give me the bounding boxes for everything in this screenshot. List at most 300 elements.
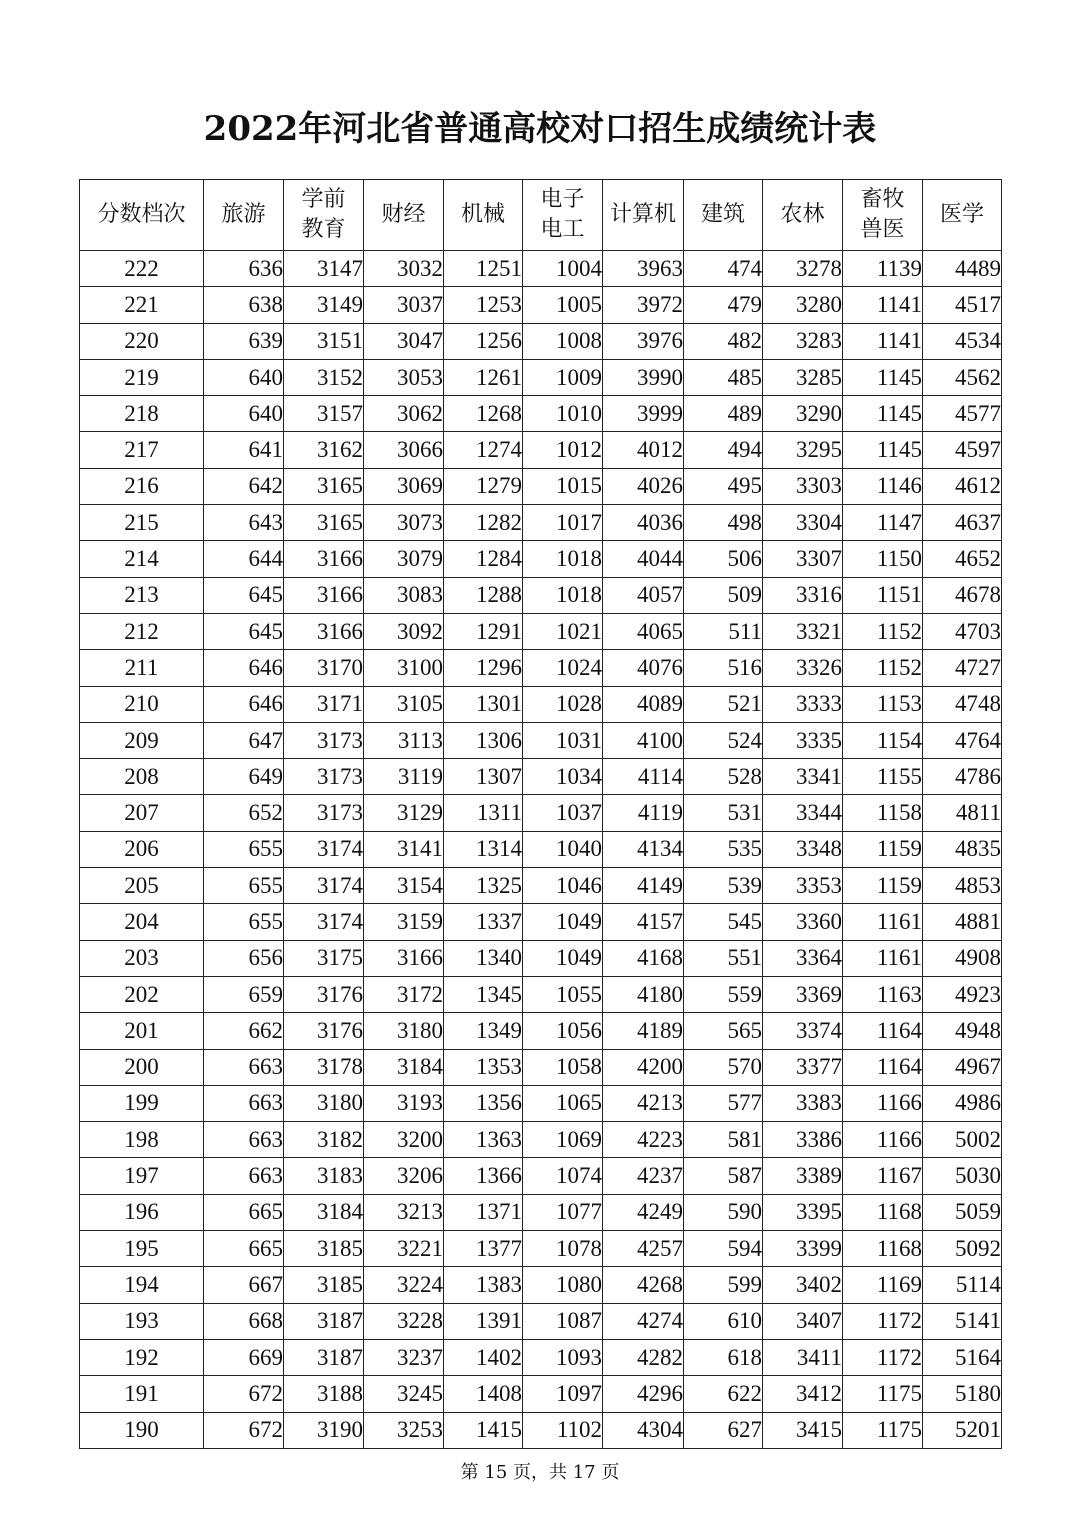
count-cell: 3369 [763, 976, 843, 1012]
count-cell: 1040 [523, 831, 603, 867]
count-cell: 3999 [603, 396, 684, 432]
table-row [80, 1412, 1002, 1448]
count-cell: 646 [204, 650, 284, 686]
count-cell: 570 [684, 1049, 763, 1085]
count-cell: 4180 [603, 976, 684, 1012]
count-cell: 655 [204, 904, 284, 940]
count-cell: 494 [684, 432, 763, 468]
count-cell: 1004 [523, 251, 603, 287]
count-cell: 622 [684, 1376, 763, 1412]
count-cell: 4237 [603, 1158, 684, 1194]
count-cell: 1034 [523, 759, 603, 795]
count-cell: 3079 [364, 541, 444, 577]
count-cell: 3399 [763, 1231, 843, 1267]
count-cell: 1169 [843, 1267, 923, 1303]
count-cell: 644 [204, 541, 284, 577]
count-cell: 1078 [523, 1231, 603, 1267]
count-cell: 1145 [843, 432, 923, 468]
count-cell: 4577 [923, 396, 1002, 432]
count-cell: 599 [684, 1267, 763, 1303]
count-cell: 1296 [444, 650, 523, 686]
count-cell: 663 [204, 1049, 284, 1085]
count-cell: 640 [204, 396, 284, 432]
count-cell: 647 [204, 722, 284, 758]
count-cell: 1408 [444, 1376, 523, 1412]
count-cell: 3245 [364, 1376, 444, 1412]
count-cell: 3176 [284, 976, 364, 1012]
count-cell: 655 [204, 831, 284, 867]
count-cell: 1145 [843, 359, 923, 395]
count-cell: 565 [684, 1013, 763, 1049]
count-cell: 640 [204, 359, 284, 395]
count-cell: 4149 [603, 868, 684, 904]
table-row [80, 722, 1002, 758]
score-cell: 208 [80, 759, 204, 795]
count-cell: 1097 [523, 1376, 603, 1412]
score-cell: 190 [80, 1412, 204, 1448]
count-cell: 663 [204, 1122, 284, 1158]
score-cell: 199 [80, 1085, 204, 1121]
count-cell: 5164 [923, 1339, 1002, 1375]
count-cell: 1018 [523, 541, 603, 577]
count-cell: 587 [684, 1158, 763, 1194]
count-cell: 3152 [284, 359, 364, 395]
count-cell: 3165 [284, 505, 364, 541]
score-cell: 222 [80, 251, 204, 287]
count-cell: 3228 [364, 1303, 444, 1339]
table-row [80, 904, 1002, 940]
count-cell: 3092 [364, 613, 444, 649]
score-cell: 210 [80, 686, 204, 722]
count-cell: 3411 [763, 1339, 843, 1375]
score-cell: 204 [80, 904, 204, 940]
count-cell: 3972 [603, 287, 684, 323]
count-cell: 3180 [284, 1085, 364, 1121]
count-cell: 3173 [284, 795, 364, 831]
table-row [80, 1303, 1002, 1339]
count-cell: 3166 [284, 577, 364, 613]
count-cell: 509 [684, 577, 763, 613]
count-cell: 3278 [763, 251, 843, 287]
count-cell: 1152 [843, 650, 923, 686]
count-cell: 1153 [843, 686, 923, 722]
count-cell: 3162 [284, 432, 364, 468]
score-cell: 200 [80, 1049, 204, 1085]
count-cell: 3129 [364, 795, 444, 831]
count-cell: 1141 [843, 287, 923, 323]
count-cell: 1150 [843, 541, 923, 577]
count-cell: 535 [684, 831, 763, 867]
header-architecture: 建筑 [684, 180, 763, 251]
count-cell: 669 [204, 1339, 284, 1375]
score-cell: 192 [80, 1339, 204, 1375]
count-cell: 3187 [284, 1339, 364, 1375]
count-cell: 3166 [284, 613, 364, 649]
count-cell: 4853 [923, 868, 1002, 904]
count-cell: 4637 [923, 505, 1002, 541]
count-cell: 3037 [364, 287, 444, 323]
count-cell: 1155 [843, 759, 923, 795]
score-cell: 193 [80, 1303, 204, 1339]
count-cell: 1307 [444, 759, 523, 795]
count-cell: 1021 [523, 613, 603, 649]
count-cell: 4948 [923, 1013, 1002, 1049]
count-cell: 539 [684, 868, 763, 904]
count-cell: 485 [684, 359, 763, 395]
page-footer: 第 15 页，共 17 页 [460, 1462, 620, 1483]
count-cell: 4223 [603, 1122, 684, 1158]
count-cell: 659 [204, 976, 284, 1012]
table-row [80, 432, 1002, 468]
count-cell: 1256 [444, 323, 523, 359]
count-cell: 643 [204, 505, 284, 541]
count-cell: 1282 [444, 505, 523, 541]
count-cell: 1017 [523, 505, 603, 541]
table-row [80, 505, 1002, 541]
count-cell: 4044 [603, 541, 684, 577]
count-cell: 3348 [763, 831, 843, 867]
table-row [80, 650, 1002, 686]
count-cell: 3032 [364, 251, 444, 287]
count-cell: 645 [204, 613, 284, 649]
count-cell: 1337 [444, 904, 523, 940]
count-cell: 4534 [923, 323, 1002, 359]
count-cell: 645 [204, 577, 284, 613]
count-cell: 668 [204, 1303, 284, 1339]
count-cell: 1164 [843, 1013, 923, 1049]
count-cell: 3053 [364, 359, 444, 395]
score-cell: 212 [80, 613, 204, 649]
count-cell: 3213 [364, 1194, 444, 1230]
count-cell: 1049 [523, 904, 603, 940]
table-row [80, 613, 1002, 649]
score-cell: 209 [80, 722, 204, 758]
header-score-level: 分数档次 [80, 180, 204, 251]
count-cell: 649 [204, 759, 284, 795]
count-cell: 3141 [364, 831, 444, 867]
table-row [80, 251, 1002, 287]
count-cell: 4811 [923, 795, 1002, 831]
count-cell: 3360 [763, 904, 843, 940]
count-cell: 1314 [444, 831, 523, 867]
count-cell: 1284 [444, 541, 523, 577]
count-cell: 4036 [603, 505, 684, 541]
count-cell: 1253 [444, 287, 523, 323]
count-cell: 3283 [763, 323, 843, 359]
count-cell: 1301 [444, 686, 523, 722]
score-cell: 194 [80, 1267, 204, 1303]
count-cell: 1415 [444, 1412, 523, 1448]
count-cell: 3377 [763, 1049, 843, 1085]
count-cell: 1371 [444, 1194, 523, 1230]
count-cell: 3316 [763, 577, 843, 613]
count-cell: 3119 [364, 759, 444, 795]
count-cell: 663 [204, 1085, 284, 1121]
count-cell: 1311 [444, 795, 523, 831]
count-cell: 1274 [444, 432, 523, 468]
count-cell: 5114 [923, 1267, 1002, 1303]
count-cell: 1056 [523, 1013, 603, 1049]
count-cell: 545 [684, 904, 763, 940]
table-row [80, 1267, 1002, 1303]
count-cell: 1366 [444, 1158, 523, 1194]
score-cell: 216 [80, 468, 204, 504]
count-cell: 3976 [603, 323, 684, 359]
count-cell: 1077 [523, 1194, 603, 1230]
count-cell: 652 [204, 795, 284, 831]
count-cell: 4296 [603, 1376, 684, 1412]
count-cell: 511 [684, 613, 763, 649]
count-cell: 3069 [364, 468, 444, 504]
count-cell: 1306 [444, 722, 523, 758]
count-cell: 3113 [364, 722, 444, 758]
count-cell: 3172 [364, 976, 444, 1012]
table-row [80, 287, 1002, 323]
table-row [80, 868, 1002, 904]
count-cell: 3307 [763, 541, 843, 577]
count-cell: 3171 [284, 686, 364, 722]
count-cell: 1163 [843, 976, 923, 1012]
count-cell: 1402 [444, 1339, 523, 1375]
count-cell: 1146 [843, 468, 923, 504]
count-cell: 662 [204, 1013, 284, 1049]
count-cell: 1141 [843, 323, 923, 359]
count-cell: 4257 [603, 1231, 684, 1267]
count-cell: 1288 [444, 577, 523, 613]
count-cell: 4012 [603, 432, 684, 468]
count-cell: 639 [204, 323, 284, 359]
count-cell: 4100 [603, 722, 684, 758]
count-cell: 3166 [364, 940, 444, 976]
count-cell: 3353 [763, 868, 843, 904]
count-cell: 4200 [603, 1049, 684, 1085]
count-cell: 3344 [763, 795, 843, 831]
table-row [80, 1085, 1002, 1121]
count-cell: 1012 [523, 432, 603, 468]
count-cell: 1015 [523, 468, 603, 504]
count-cell: 1383 [444, 1267, 523, 1303]
score-cell: 205 [80, 868, 204, 904]
count-cell: 1166 [843, 1085, 923, 1121]
count-cell: 3187 [284, 1303, 364, 1339]
table-row [80, 940, 1002, 976]
count-cell: 3149 [284, 287, 364, 323]
count-cell: 3407 [763, 1303, 843, 1339]
count-cell: 1353 [444, 1049, 523, 1085]
count-cell: 3389 [763, 1158, 843, 1194]
count-cell: 3174 [284, 868, 364, 904]
count-cell: 3237 [364, 1339, 444, 1375]
table-row [80, 541, 1002, 577]
count-cell: 1175 [843, 1412, 923, 1448]
count-cell: 4764 [923, 722, 1002, 758]
count-cell: 3303 [763, 468, 843, 504]
count-cell: 3224 [364, 1267, 444, 1303]
count-cell: 3200 [364, 1122, 444, 1158]
count-cell: 3174 [284, 904, 364, 940]
count-cell: 1152 [843, 613, 923, 649]
count-cell: 655 [204, 868, 284, 904]
count-cell: 524 [684, 722, 763, 758]
count-cell: 4562 [923, 359, 1002, 395]
count-cell: 4274 [603, 1303, 684, 1339]
score-table [79, 179, 1002, 1449]
score-cell: 195 [80, 1231, 204, 1267]
count-cell: 1279 [444, 468, 523, 504]
count-cell: 3176 [284, 1013, 364, 1049]
count-cell: 3173 [284, 722, 364, 758]
count-cell: 3105 [364, 686, 444, 722]
count-cell: 5180 [923, 1376, 1002, 1412]
count-cell: 646 [204, 686, 284, 722]
count-cell: 4517 [923, 287, 1002, 323]
count-cell: 3062 [364, 396, 444, 432]
table-row [80, 1194, 1002, 1230]
score-cell: 197 [80, 1158, 204, 1194]
count-cell: 4114 [603, 759, 684, 795]
count-cell: 590 [684, 1194, 763, 1230]
table-row [80, 1122, 1002, 1158]
count-cell: 3151 [284, 323, 364, 359]
count-cell: 528 [684, 759, 763, 795]
count-cell: 3193 [364, 1085, 444, 1121]
count-cell: 1158 [843, 795, 923, 831]
count-cell: 4703 [923, 613, 1002, 649]
count-cell: 665 [204, 1231, 284, 1267]
count-cell: 3175 [284, 940, 364, 976]
count-cell: 656 [204, 940, 284, 976]
score-cell: 196 [80, 1194, 204, 1230]
count-cell: 3190 [284, 1412, 364, 1448]
count-cell: 3386 [763, 1122, 843, 1158]
count-cell: 531 [684, 795, 763, 831]
count-cell: 5059 [923, 1194, 1002, 1230]
score-cell: 221 [80, 287, 204, 323]
count-cell: 4189 [603, 1013, 684, 1049]
header-tourism: 旅游 [204, 180, 284, 251]
count-cell: 3402 [763, 1267, 843, 1303]
count-cell: 1009 [523, 359, 603, 395]
count-cell: 1363 [444, 1122, 523, 1158]
table-row [80, 831, 1002, 867]
count-cell: 521 [684, 686, 763, 722]
table-row [80, 1013, 1002, 1049]
table-row [80, 323, 1002, 359]
count-cell: 5201 [923, 1412, 1002, 1448]
count-cell: 489 [684, 396, 763, 432]
count-cell: 1356 [444, 1085, 523, 1121]
count-cell: 3185 [284, 1267, 364, 1303]
count-cell: 1069 [523, 1122, 603, 1158]
count-cell: 4057 [603, 577, 684, 613]
score-cell: 191 [80, 1376, 204, 1412]
table-row [80, 1339, 1002, 1375]
count-cell: 3383 [763, 1085, 843, 1121]
count-cell: 4786 [923, 759, 1002, 795]
count-cell: 1161 [843, 940, 923, 976]
count-cell: 4089 [603, 686, 684, 722]
count-cell: 516 [684, 650, 763, 686]
header-electronics: 电子 电工 [523, 180, 603, 251]
count-cell: 3341 [763, 759, 843, 795]
count-cell: 1377 [444, 1231, 523, 1267]
header-agriculture-forestry: 农林 [763, 180, 843, 251]
count-cell: 3295 [763, 432, 843, 468]
score-cell: 220 [80, 323, 204, 359]
count-cell: 3304 [763, 505, 843, 541]
header-machinery: 机械 [444, 180, 523, 251]
count-cell: 3184 [284, 1194, 364, 1230]
count-cell: 1046 [523, 868, 603, 904]
score-cell: 217 [80, 432, 204, 468]
score-cell: 201 [80, 1013, 204, 1049]
count-cell: 627 [684, 1412, 763, 1448]
count-cell: 1168 [843, 1194, 923, 1230]
count-cell: 3280 [763, 287, 843, 323]
count-cell: 1340 [444, 940, 523, 976]
count-cell: 4134 [603, 831, 684, 867]
count-cell: 498 [684, 505, 763, 541]
count-cell: 4249 [603, 1194, 684, 1230]
count-cell: 1147 [843, 505, 923, 541]
score-cell: 219 [80, 359, 204, 395]
score-cell: 213 [80, 577, 204, 613]
count-cell: 4612 [923, 468, 1002, 504]
count-cell: 479 [684, 287, 763, 323]
count-cell: 3206 [364, 1158, 444, 1194]
count-cell: 3321 [763, 613, 843, 649]
count-cell: 1031 [523, 722, 603, 758]
header-animal-husbandry: 畜牧 兽医 [843, 180, 923, 251]
score-cell: 211 [80, 650, 204, 686]
count-cell: 3166 [284, 541, 364, 577]
table-row [80, 795, 1002, 831]
count-cell: 1167 [843, 1158, 923, 1194]
count-cell: 672 [204, 1376, 284, 1412]
count-cell: 482 [684, 323, 763, 359]
count-cell: 3147 [284, 251, 364, 287]
count-cell: 1074 [523, 1158, 603, 1194]
count-cell: 642 [204, 468, 284, 504]
count-cell: 4489 [923, 251, 1002, 287]
count-cell: 4026 [603, 468, 684, 504]
count-cell: 3335 [763, 722, 843, 758]
count-cell: 4304 [603, 1412, 684, 1448]
count-cell: 1268 [444, 396, 523, 432]
table-row [80, 577, 1002, 613]
count-cell: 3412 [763, 1376, 843, 1412]
count-cell: 1049 [523, 940, 603, 976]
count-cell: 1058 [523, 1049, 603, 1085]
score-cell: 206 [80, 831, 204, 867]
count-cell: 636 [204, 251, 284, 287]
count-cell: 1161 [843, 904, 923, 940]
count-cell: 1145 [843, 396, 923, 432]
count-cell: 1151 [843, 577, 923, 613]
count-cell: 3100 [364, 650, 444, 686]
table-row [80, 976, 1002, 1012]
count-cell: 3182 [284, 1122, 364, 1158]
count-cell: 3180 [364, 1013, 444, 1049]
count-cell: 1028 [523, 686, 603, 722]
count-cell: 4282 [603, 1339, 684, 1375]
count-cell: 3066 [364, 432, 444, 468]
count-cell: 4268 [603, 1267, 684, 1303]
header-computer: 计算机 [603, 180, 684, 251]
count-cell: 1325 [444, 868, 523, 904]
count-cell: 638 [204, 287, 284, 323]
count-cell: 3154 [364, 868, 444, 904]
